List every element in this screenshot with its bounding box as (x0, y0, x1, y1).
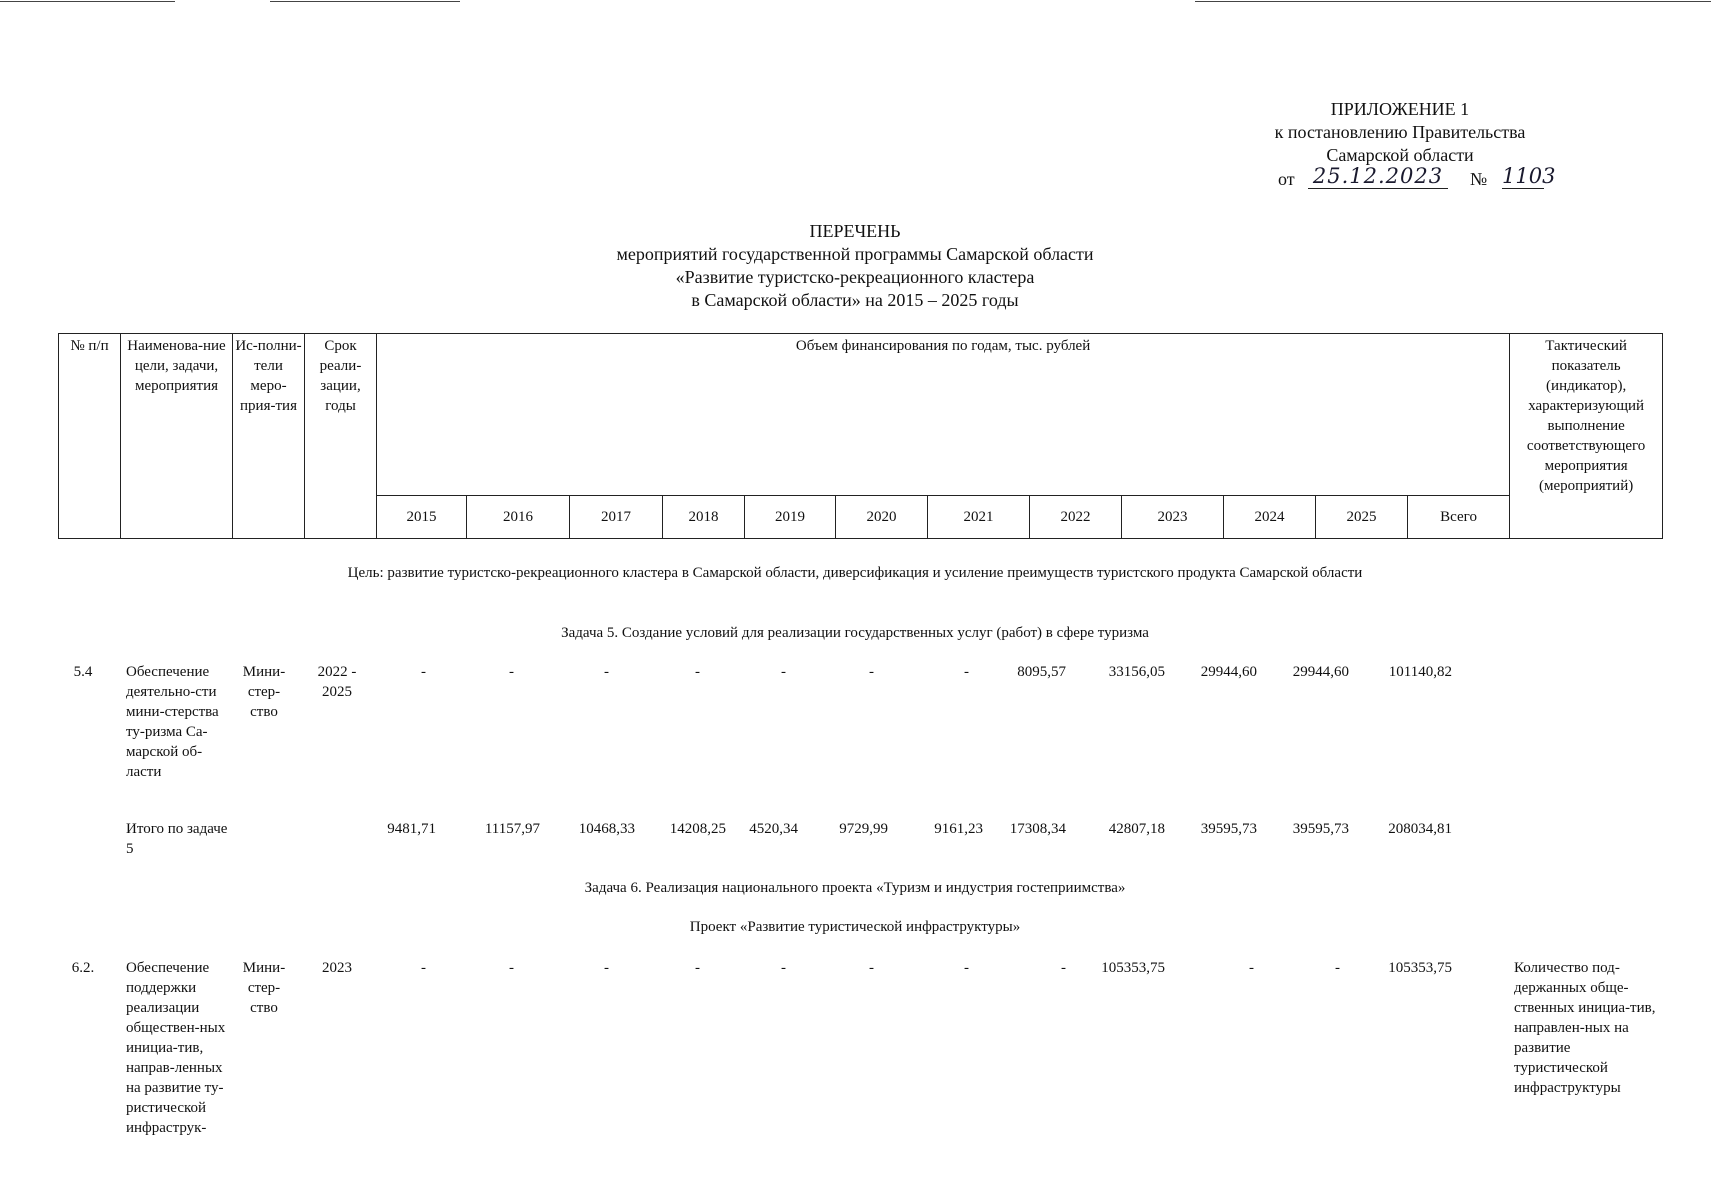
total-2021: 9161,23 (934, 821, 983, 837)
total-2020: 9729,99 (839, 821, 888, 837)
header-year: 2020 (836, 496, 928, 539)
row-number: 5.4 (73, 664, 93, 680)
row-term: 2023 (322, 960, 352, 976)
appendix-title: ПРИЛОЖЕНИЕ 1 (1330, 99, 1470, 119)
header-name: Наименова-ние цели, задачи, мероприятия (121, 334, 233, 539)
row-executor: Мини-стер-ство (242, 664, 286, 720)
value-2022: 8095,57 (1017, 664, 1066, 680)
value-2021: - (964, 664, 969, 680)
handwritten-number: 1103 (1502, 164, 1556, 188)
header-funding: Объем финансирования по годам, тыс. рублей (377, 334, 1510, 496)
header-year: 2015 (377, 496, 467, 539)
table-row-5-4 (58, 662, 1663, 802)
total-2022: 17308,34 (1009, 821, 1066, 837)
total-2017: 10468,33 (578, 821, 635, 837)
scan-top-edge (0, 0, 1711, 6)
value-2020: - (869, 960, 874, 976)
date-prefix: от (1278, 169, 1295, 189)
row-name: Обеспечение поддержки реализации обществен-ных инициа-тив, направ-ленных на развитие ту-ристической инфраструк- (126, 960, 226, 1136)
header-term: Срок реали-зации, годы (305, 334, 377, 539)
header-year: 2021 (928, 496, 1030, 539)
header-year: 2025 (1316, 496, 1408, 539)
row-indicator: Количество под-держанных обще-ственных инициа-тив, направлен-ных на развитие туристической инфраструктуры (1514, 960, 1656, 1096)
value-2021: - (964, 960, 969, 976)
title-line1: ПЕРЕЧЕНЬ (809, 221, 901, 241)
value-2020: - (869, 664, 874, 680)
header-executors: Ис-полни-тели меро-прия-тия (233, 334, 305, 539)
header-indicator: Тактический показатель (индикатор), характеризующий выполнение соответствующего мероприятия (мероприятий) (1510, 334, 1663, 539)
handwritten-date: 25.12.2023 (1308, 165, 1448, 189)
value-2015: - (421, 960, 426, 976)
row-total-label: Итого по задаче 5 (126, 821, 228, 857)
value-2024: - (1249, 960, 1254, 976)
appendix-line2: Самарской области (1326, 145, 1474, 165)
title-line3: «Развитие туристско-рекреационного кластера (675, 267, 1035, 287)
header-num: № п/п (59, 334, 121, 539)
task5-title: Задача 5. Создание условий для реализации государственных услуг (работ) в сфере туризма (561, 625, 1149, 641)
header-year: 2018 (663, 496, 745, 539)
task6-project: Проект «Развитие туристической инфраструктуры» (689, 919, 1021, 935)
task6-title: Задача 6. Реализация национального проекта «Туризм и индустрия гостеприимства» (584, 880, 1126, 896)
value-2017: - (604, 960, 609, 976)
header-year: 2017 (570, 496, 663, 539)
value-2016: - (509, 664, 514, 680)
title-line2: мероприятий государственной программы Самарской области (616, 244, 1094, 264)
value-total: 101140,82 (1388, 664, 1452, 680)
header-year: 2019 (745, 496, 836, 539)
row-name: Обеспечение деятельно-сти мини-стерства ту-ризма Са-марской об-ласти (126, 664, 219, 780)
table-row-6-2 (58, 958, 1663, 1158)
document-title (455, 220, 1255, 312)
value-2025: 29944,60 (1292, 664, 1349, 680)
total-2015: 9481,71 (387, 821, 436, 837)
value-2018: - (695, 664, 700, 680)
header-table (58, 333, 1663, 539)
value-2016: - (509, 960, 514, 976)
header-year: 2023 (1122, 496, 1224, 539)
value-total: 105353,75 (1388, 960, 1452, 976)
value-2018: - (695, 960, 700, 976)
row-executor: Мини-стер-ство (242, 960, 286, 1016)
total-2025: 39595,73 (1292, 821, 1349, 837)
value-2023: 105353,75 (1101, 960, 1165, 976)
value-2022: - (1061, 960, 1066, 976)
value-2023: 33156,05 (1108, 664, 1165, 680)
value-2025: - (1335, 960, 1340, 976)
header-year: 2022 (1030, 496, 1122, 539)
total-2018: 14208,25 (669, 821, 726, 837)
table-row-total-task5 (58, 819, 1663, 861)
total-2019: 4520,34 (749, 821, 798, 837)
value-2019: - (781, 664, 786, 680)
value-2015: - (421, 664, 426, 680)
total-all: 208034,81 (1388, 821, 1452, 837)
number-prefix: № (1470, 169, 1488, 189)
row-term: 2022 - 2025 (317, 664, 357, 700)
header-year: 2024 (1224, 496, 1316, 539)
appendix-signature-line (1240, 164, 1560, 193)
value-2019: - (781, 960, 786, 976)
total-2024: 39595,73 (1200, 821, 1257, 837)
goal-text: Цель: развитие туристско-рекреационного кластера в Самарской области, диверсификация и усиление преимуществ туристского продукта Самарской области (347, 565, 1363, 581)
appendix-block (1240, 98, 1560, 193)
appendix-line1: к постановлению Правительства (1274, 122, 1526, 142)
header-total: Всего (1408, 496, 1510, 539)
value-2017: - (604, 664, 609, 680)
header-year: 2016 (467, 496, 570, 539)
total-2023: 42807,18 (1108, 821, 1165, 837)
title-line4: в Самарской области» на 2015 – 2025 годы (691, 290, 1019, 310)
value-2024: 29944,60 (1200, 664, 1257, 680)
total-2016: 11157,97 (484, 821, 540, 837)
row-number: 6.2. (71, 960, 95, 976)
